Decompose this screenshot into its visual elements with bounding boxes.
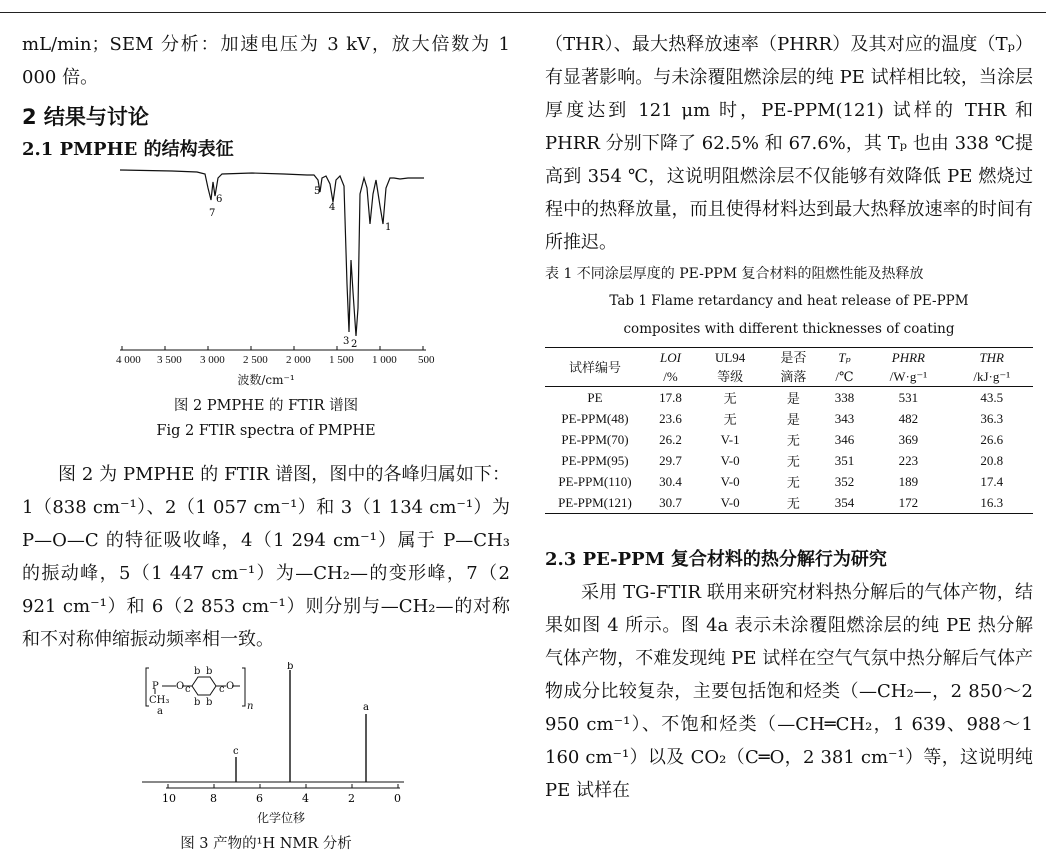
header-tp: Tₚ /℃ bbox=[835, 350, 854, 384]
peak-label-4: 4 bbox=[329, 202, 336, 213]
table-cell: 无 bbox=[786, 496, 800, 511]
table-row bbox=[545, 492, 1033, 514]
table-cell: V-0 bbox=[720, 494, 740, 510]
struct-label-b: b bbox=[206, 697, 213, 708]
table-cell: 369 bbox=[898, 431, 919, 447]
struct-label-c: c bbox=[185, 684, 191, 695]
nmr-tick: 8 bbox=[210, 792, 217, 805]
table-row bbox=[545, 387, 1033, 409]
ftir-tick: 3 500 bbox=[157, 354, 182, 366]
table-cell: 172 bbox=[898, 494, 919, 510]
struct-label-b: b bbox=[206, 666, 213, 677]
left-paragraph-0: mL/min；SEM 分析：加速电压为 3 kV，放大倍数为 1 000 倍。 bbox=[22, 34, 510, 88]
header-loi: LOI /% bbox=[660, 350, 681, 384]
ftir-tick: 500 bbox=[418, 354, 435, 366]
nmr-x-ticks bbox=[168, 784, 398, 788]
header-sample-id: 试样编号 bbox=[568, 359, 621, 375]
table-cell: 20.8 bbox=[980, 452, 1004, 468]
peak-label-2: 2 bbox=[351, 339, 358, 350]
table-cell: 189 bbox=[898, 473, 919, 489]
figure-3-caption-cn: 图 3 产物的¹H NMR 分析 bbox=[180, 836, 352, 852]
ftir-x-label: 波数/cm⁻¹ bbox=[237, 373, 295, 387]
table-cell: 无 bbox=[786, 433, 800, 448]
nmr-peak-label-a: a bbox=[363, 702, 369, 713]
figure-2-caption-en: Fig 2 FTIR spectra of PMPHE bbox=[156, 423, 376, 439]
struct-atom-o: O bbox=[176, 681, 185, 692]
table-cell: 无 bbox=[786, 475, 800, 490]
figure-2 bbox=[22, 166, 510, 366]
nmr-tick: 2 bbox=[348, 792, 355, 805]
table-body bbox=[545, 387, 1033, 514]
table-row bbox=[545, 408, 1033, 429]
header-thr: THR /kJ·g⁻¹ bbox=[973, 350, 1011, 384]
header-ul94: UL94 等级 bbox=[714, 350, 746, 384]
ftir-tick: 2 500 bbox=[243, 354, 268, 366]
table-cell: 30.7 bbox=[659, 494, 682, 510]
peak-label-5: 5 bbox=[314, 186, 321, 197]
struct-ch3: CH₃ bbox=[149, 695, 170, 706]
section-2-1-heading: 2.1 PMPHE 的结构表征 bbox=[22, 139, 234, 160]
nmr-tick: 4 bbox=[302, 792, 309, 805]
table-cell: V-0 bbox=[720, 452, 740, 468]
right-paragraph-1: 采用 TG-FTIR 联用来研究材料热分解后的气体产物，结果如图 4 所示。图 4a 表示未涂覆阻燃涂层的纯 PE 热分解气体产物，不难发现纯 PE 试样在空气气氛中热分解后气体产物成分比较复杂，主要包括饱和烃类（—CH₂—，2 850～2 950 cm⁻¹）、不饱和烃类（—CH═CH₂，1 639、988～1 160 cm⁻¹）以及 CO₂（C═O，2 381 cm⁻¹）等，这说明纯 PE 试样在 bbox=[545, 582, 1033, 801]
header-phrr: PHRR /W·g⁻¹ bbox=[889, 350, 928, 384]
table-cell: 354 bbox=[834, 494, 855, 510]
nmr-spectrum-plot bbox=[22, 662, 510, 810]
table-cell: PE-PPM(95) bbox=[561, 452, 629, 468]
nmr-tick: 6 bbox=[256, 792, 263, 805]
nmr-x-label: 化学位移 bbox=[256, 811, 305, 825]
table-cell: 无 bbox=[723, 391, 737, 406]
table-cell: 17.8 bbox=[659, 389, 682, 405]
peak-label-1: 1 bbox=[385, 222, 392, 233]
figure-3 bbox=[22, 662, 510, 810]
table-cell: PE-PPM(110) bbox=[558, 473, 632, 489]
table-row bbox=[545, 429, 1033, 450]
table-cell: 338 bbox=[834, 389, 855, 405]
ftir-tick: 3 000 bbox=[200, 354, 225, 366]
left-paragraph-1: 图 2 为 PMPHE 的 FTIR 谱图，图中的各峰归属如下：1（838 cm⁻¹）、2（1 057 cm⁻¹）和 3（1 134 cm⁻¹）为 P—O—C 的特征吸收峰，4（1 294 cm⁻¹）属于 P—CH₃ 的振动峰，5（1 447 cm⁻¹）为—CH₂—的变形峰，7（2 921 cm⁻¹）和 6（2 853 cm⁻¹）则分别与—CH₂—的对称和不对称伸缩振动频率相一致。 bbox=[22, 464, 510, 650]
table-cell: 26.2 bbox=[659, 431, 682, 447]
left-column bbox=[22, 28, 510, 857]
ftir-spectrum-line bbox=[120, 170, 424, 336]
nmr-peak-label-c: c bbox=[233, 746, 239, 757]
peak-label-3: 3 bbox=[343, 336, 350, 347]
peak-label-6: 6 bbox=[216, 194, 223, 205]
table-cell: 343 bbox=[834, 410, 855, 426]
table-cell: 43.5 bbox=[980, 389, 1004, 405]
table-cell: PE-PPM(70) bbox=[561, 431, 629, 447]
table-cell: PE bbox=[587, 389, 603, 405]
table-cell: 223 bbox=[898, 452, 919, 468]
table-cell: 23.6 bbox=[659, 410, 682, 426]
table-cell: 36.3 bbox=[980, 410, 1004, 426]
table-cell: V-0 bbox=[720, 473, 740, 489]
struct-atom-p: P bbox=[152, 681, 159, 692]
struct-label-c: c bbox=[219, 684, 225, 695]
table-cell: V-1 bbox=[720, 431, 740, 447]
table-cell: 351 bbox=[834, 452, 855, 468]
struct-label-b: b bbox=[194, 697, 201, 708]
table-row bbox=[545, 471, 1033, 492]
table-1-caption-cn: 表 1 不同涂层厚度的 PE-PPM 复合材料的阻燃性能及热释放 bbox=[545, 266, 924, 282]
struct-atom-o: O bbox=[226, 681, 235, 692]
table-header bbox=[545, 348, 1033, 387]
header-dripping: 是否 滴落 bbox=[780, 350, 807, 384]
figure-2-caption-cn: 图 2 PMPHE 的 FTIR 谱图 bbox=[173, 398, 359, 414]
table-1 bbox=[545, 347, 1033, 514]
section-2-heading: 2 结果与讨论 bbox=[22, 105, 149, 129]
table-cell: 352 bbox=[834, 473, 855, 489]
table-1-caption-en-1: Tab 1 Flame retardancy and heat release of PE-PPM bbox=[609, 293, 969, 309]
table-cell: 无 bbox=[723, 412, 737, 427]
table-cell: 26.6 bbox=[980, 431, 1004, 447]
table-cell: 是 bbox=[786, 391, 800, 406]
nmr-peak-label-b: b bbox=[287, 662, 294, 672]
nmr-tick: 10 bbox=[162, 792, 176, 805]
table-cell: 531 bbox=[898, 389, 919, 405]
table-cell: 17.4 bbox=[980, 473, 1004, 489]
ftir-tick: 1 000 bbox=[372, 354, 397, 366]
ftir-tick: 1 500 bbox=[329, 354, 354, 366]
peak-label-7: 7 bbox=[209, 208, 216, 219]
struct-label-b: b bbox=[194, 666, 201, 677]
table-cell: 16.3 bbox=[980, 494, 1004, 510]
ftir-spectrum-plot bbox=[22, 166, 510, 366]
right-column bbox=[545, 28, 1033, 807]
table-cell: 无 bbox=[786, 454, 800, 469]
ftir-tick: 4 000 bbox=[116, 354, 141, 366]
ftir-tick: 2 000 bbox=[286, 354, 311, 366]
table-cell: 是 bbox=[786, 412, 800, 427]
table-cell: PE-PPM(48) bbox=[561, 410, 629, 426]
page-top-rule bbox=[0, 12, 1046, 13]
table-row bbox=[545, 450, 1033, 471]
ftir-x-ticks bbox=[122, 346, 423, 350]
nmr-tick: 0 bbox=[394, 792, 401, 805]
table-1-caption-en-2: composites with different thicknesses of coating bbox=[623, 321, 955, 337]
table-cell: 482 bbox=[898, 410, 919, 426]
table-cell: 30.4 bbox=[659, 473, 682, 489]
struct-subscript-n: n bbox=[247, 701, 254, 712]
table-cell: PE-PPM(121) bbox=[558, 494, 632, 510]
right-paragraph-0: （THR）、最大热释放速率（PHRR）及其对应的温度（Tₚ）有显著影响。与未涂覆阻燃涂层的纯 PE 试样相比较，当涂层厚度达到 121 μm 时，PE-PPM(121) 试样的 THR 和 PHRR 分别下降了 62.5% 和 67.6%，其 Tₚ 也由 338 ℃提高到 354 ℃，这说明阻燃涂层不仅能够有效降低 PE 燃烧过程中的热释放量，而且使得材料达到最大热释放速率的时间有所推迟。 bbox=[545, 34, 1033, 253]
section-2-3-heading: 2.3 PE-PPM 复合材料的热分解行为研究 bbox=[545, 549, 887, 570]
table-cell: 29.7 bbox=[659, 452, 682, 468]
struct-label-a: a bbox=[157, 706, 163, 717]
table-cell: 346 bbox=[834, 431, 855, 447]
